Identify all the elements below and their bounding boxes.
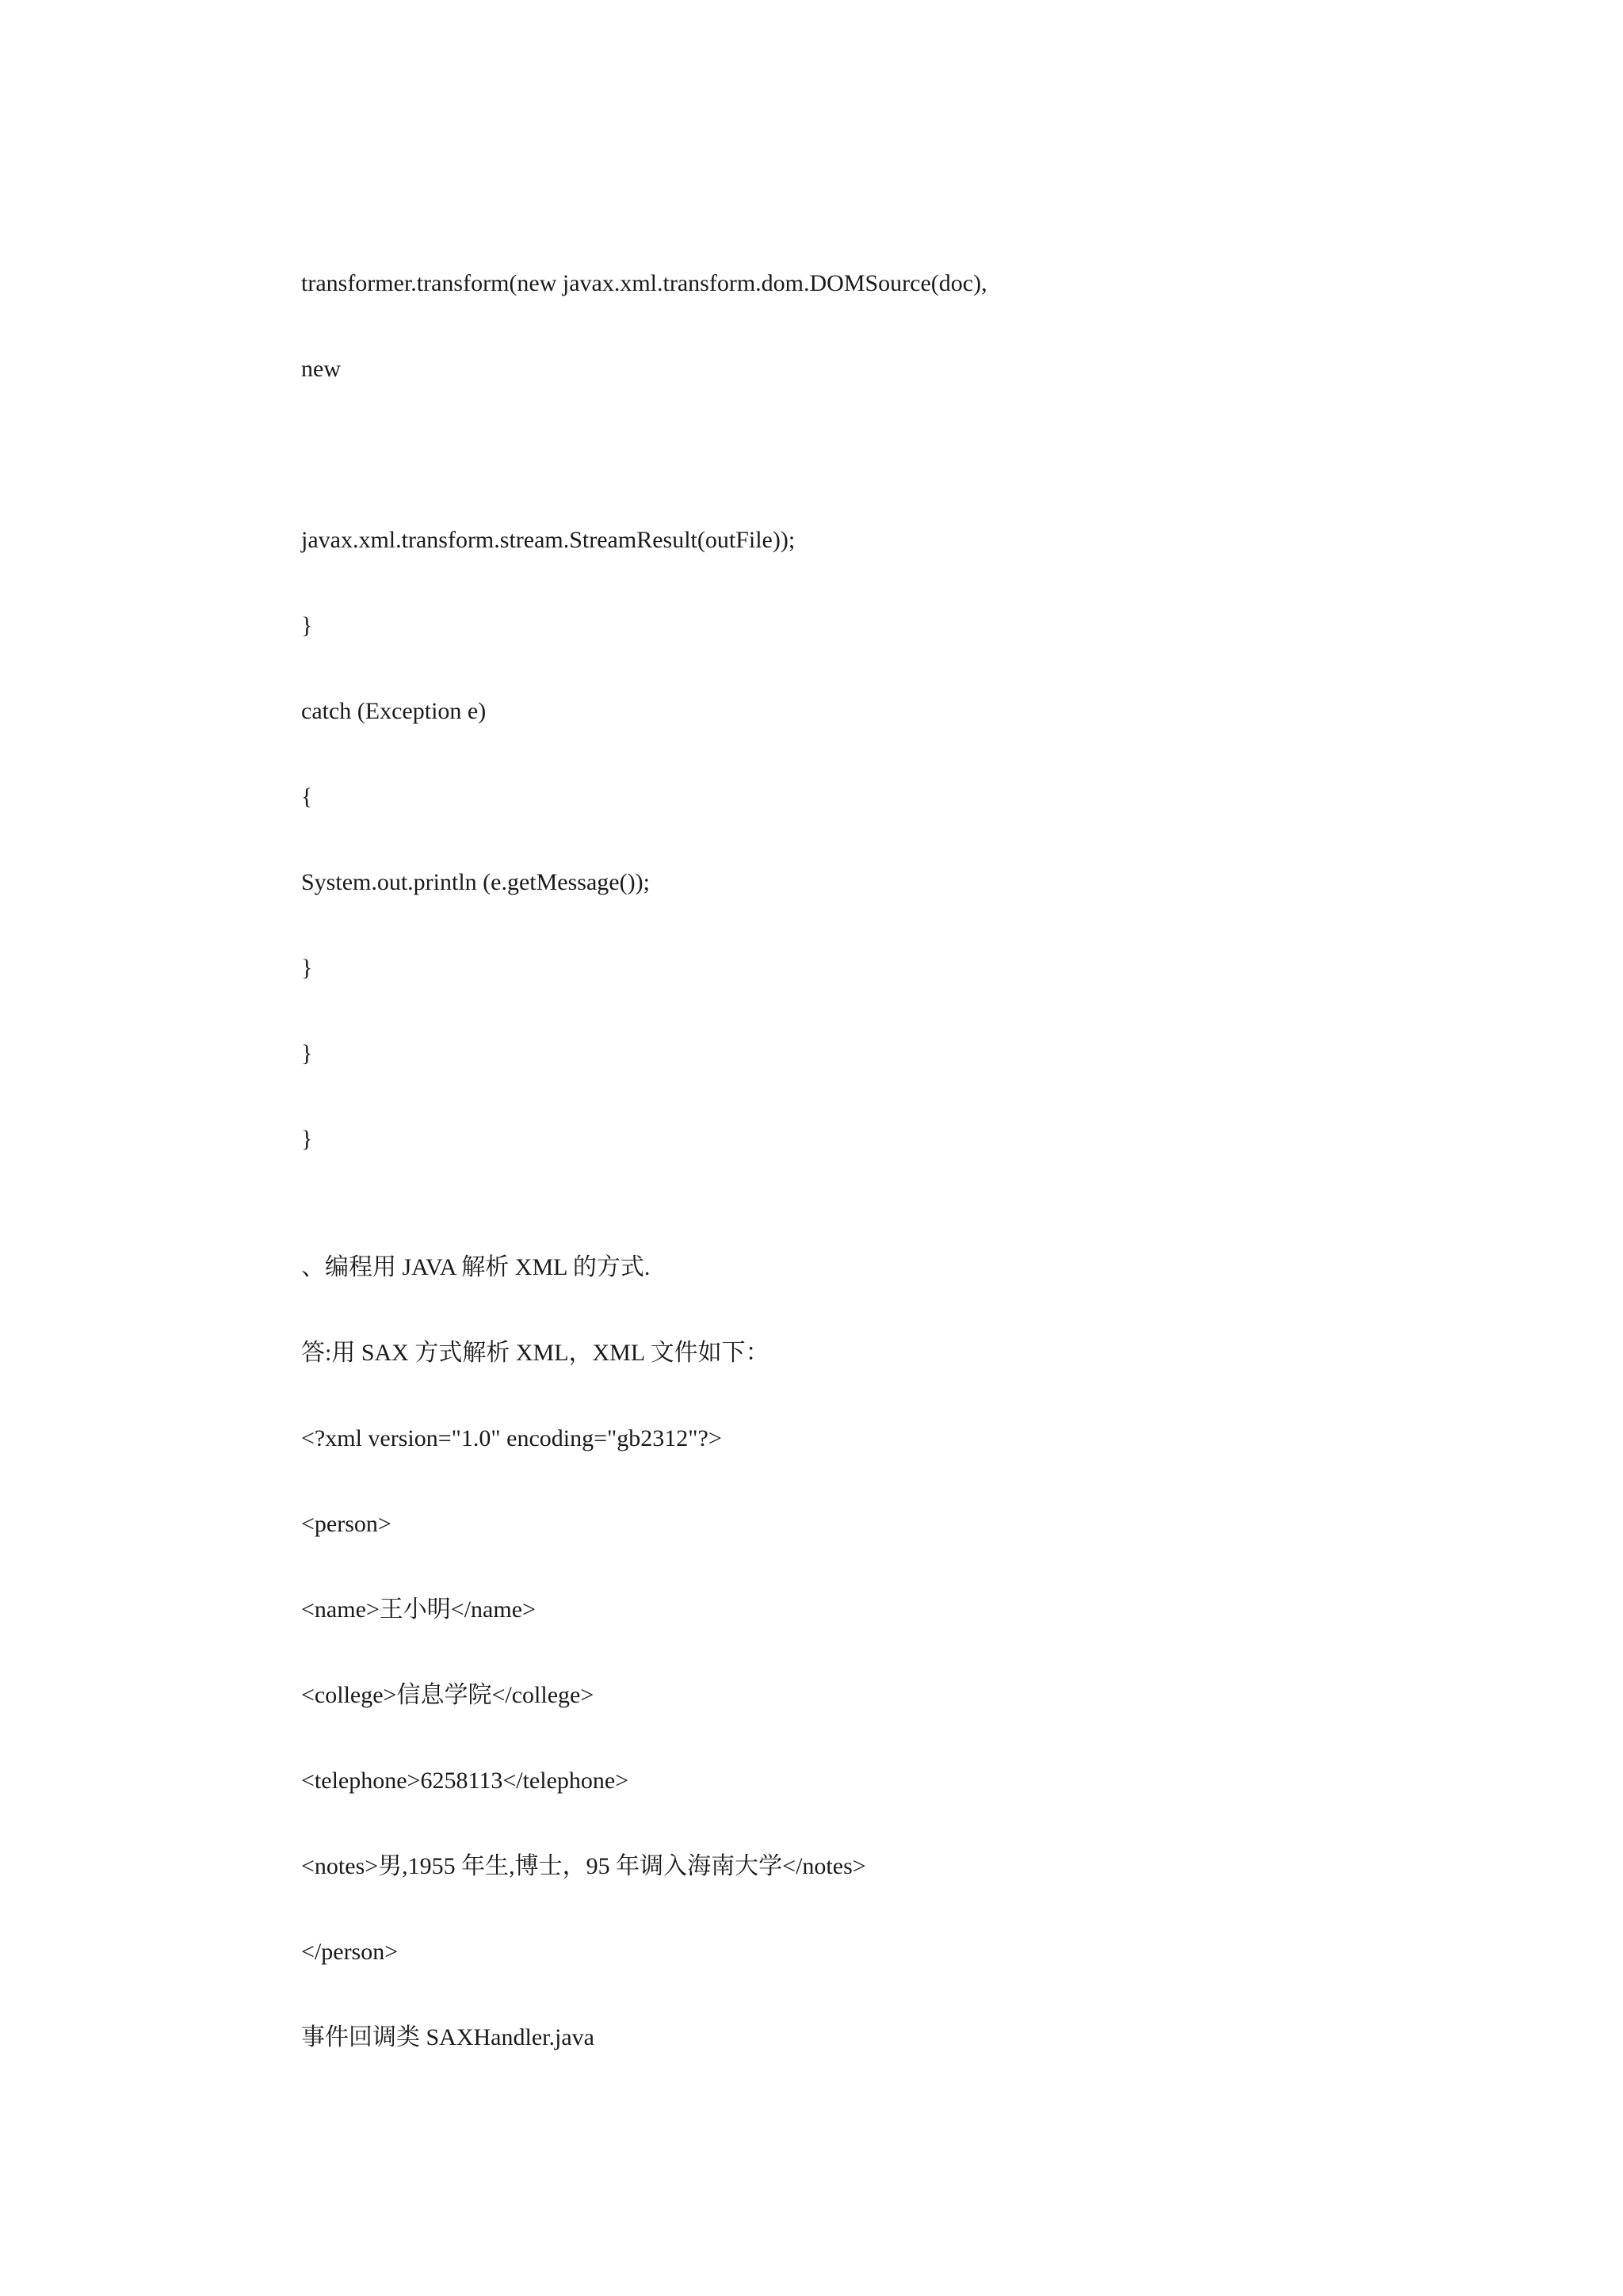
code-line-close-brace: } xyxy=(301,955,313,981)
code-line-close-brace: } xyxy=(301,1040,313,1066)
code-line-transform: transformer.transform(new javax.xml.transform.dom.DOMSource(doc), xyxy=(301,270,987,296)
xml-line-person-open: <person> xyxy=(301,1511,391,1537)
code-line-close-brace: } xyxy=(301,612,313,639)
code-line-catch: catch (Exception e) xyxy=(301,698,487,724)
code-line-stream-result: javax.xml.transform.stream.StreamResult(outFile)); xyxy=(301,527,796,553)
question-heading: 、编程用 JAVA 解析 XML 的方式. xyxy=(301,1254,651,1280)
code-line-close-brace: } xyxy=(301,1126,313,1152)
code-line-open-brace: { xyxy=(301,784,313,810)
xml-line-notes: <notes>男,1955 年生,博士，95 年调入海南大学</notes> xyxy=(301,1853,866,1879)
code-line-println: System.out.println (e.getMessage()); xyxy=(301,869,650,895)
handler-class-label: 事件回调类 SAXHandler.java xyxy=(301,2024,594,2050)
xml-line-name: <name>王小明</name> xyxy=(301,1596,536,1623)
xml-line-person-close: </person> xyxy=(301,1939,399,1965)
xml-line-declaration: <?xml version="1.0" encoding="gb2312"?> xyxy=(301,1425,722,1451)
xml-line-college: <college>信息学院</college> xyxy=(301,1682,594,1708)
answer-intro: 答:用 SAX 方式解析 XML，XML 文件如下： xyxy=(301,1340,769,1366)
xml-line-telephone: <telephone>6258113</telephone> xyxy=(301,1768,629,1794)
code-line-new: new xyxy=(301,356,341,382)
